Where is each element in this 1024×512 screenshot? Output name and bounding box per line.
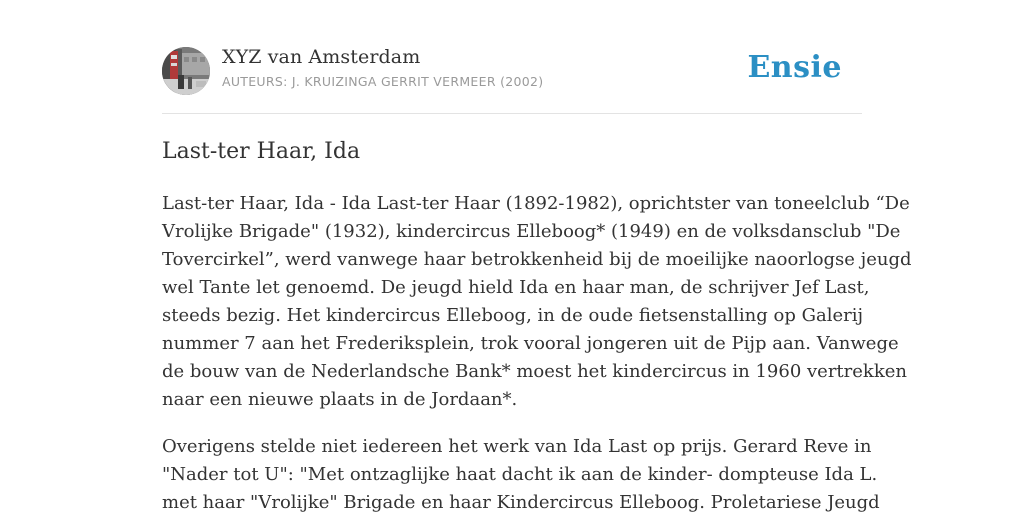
article-paragraph — [162, 190, 912, 414]
paragraph-line: met haar "Vrolijke" Brigade en haar Kindercircus Elleboog. Proletariese Jeugd — [162, 492, 880, 512]
article-paragraph — [162, 433, 880, 512]
book-cover-photo-icon — [162, 47, 210, 95]
source-title[interactable]: XYZ van Amsterdam — [222, 46, 421, 68]
book-cover-avatar[interactable] — [162, 47, 210, 95]
article-title: Last-ter Haar, Ida — [162, 139, 361, 164]
paragraph-line: de bouw van de Nederlandsche Bank* moest het kindercircus in 1960 vertrekken — [162, 361, 907, 382]
paragraph-line: nummer 7 aan het Frederiksplein, trok vooral jongeren uit de Pijp aan. Vanwege — [162, 333, 899, 354]
article-body — [162, 190, 912, 512]
paragraph-line: naar een nieuwe plaats in de Jordaan*. — [162, 389, 518, 410]
page-header — [162, 46, 862, 96]
header-divider — [162, 113, 862, 114]
paragraph-line: Overigens stelde niet iedereen het werk van Ida Last op prijs. Gerard Reve in — [162, 436, 872, 457]
paragraph-line: steeds bezig. Het kindercircus Elleboog, in de oude fietsenstalling op Galerij — [162, 305, 864, 326]
paragraph-line: wel Tante let genoemd. De jeugd hield Ida en haar man, de schrijver Jef Last, — [162, 277, 870, 298]
paragraph-line: "Nader tot U": "Met ontzaglijke haat dacht ik aan de kinder- dompteuse Ida L. — [162, 464, 878, 485]
source-authors: AUTEURS: J. KRUIZINGA GERRIT VERMEER (2002) — [222, 74, 544, 89]
paragraph-line: Tovercirkel”, werd vanwege haar betrokkenheid bij de moeilijke naoorlogse jeugd — [162, 249, 912, 270]
paragraph-line: Last-ter Haar, Ida - Ida Last-ter Haar (1892-1982), oprichtster van toneelclub “De — [162, 193, 910, 214]
paragraph-line: Vrolijke Brigade" (1932), kindercircus Elleboog* (1949) en de volksdansclub "De — [162, 221, 901, 242]
ensie-logo[interactable]: Ensie — [747, 50, 842, 85]
